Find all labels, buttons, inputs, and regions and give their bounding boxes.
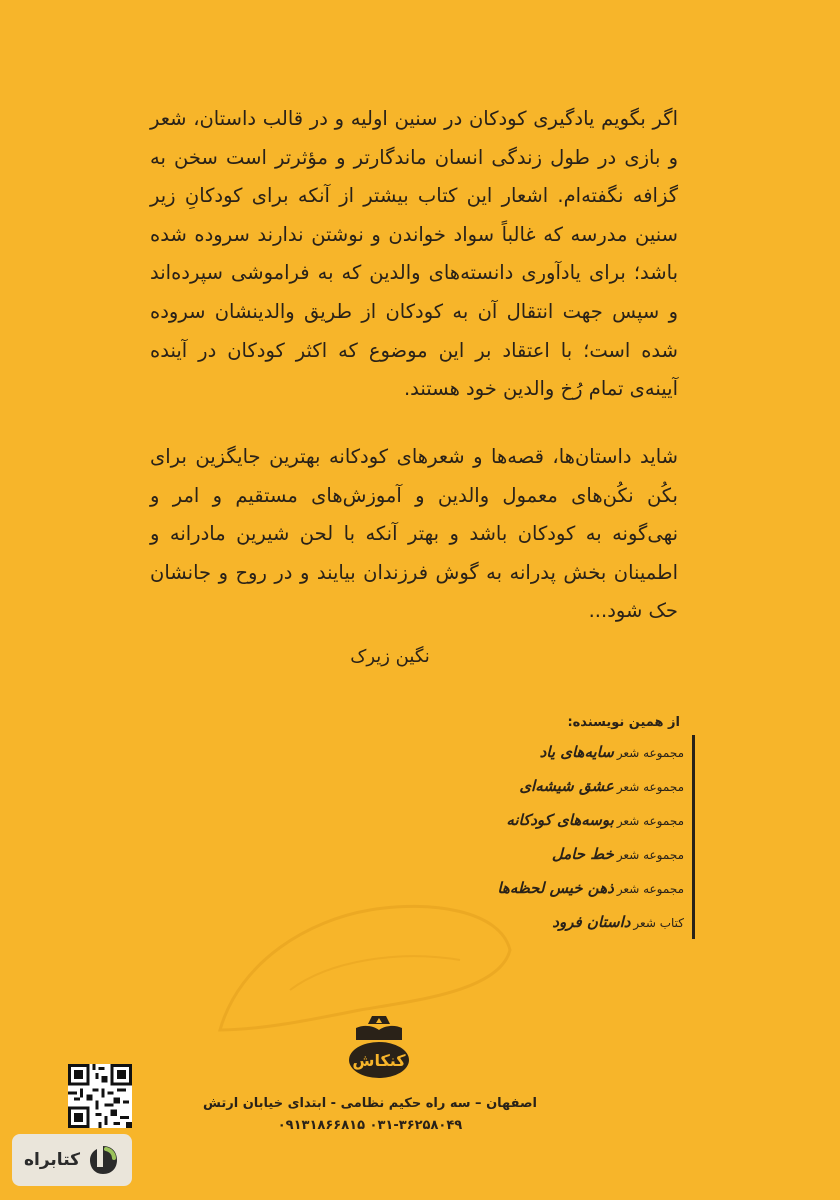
ketabrah-badge[interactable] [12,1134,132,1186]
book-title: داستان فرود [552,913,631,931]
book-prefix: مجموعه شعر [616,746,684,760]
book-item [384,803,684,837]
publisher-phones: ۰۹۱۳۱۸۶۶۸۱۵ ۰۳۱-۳۶۲۵۸۰۴۹ [277,1118,463,1133]
book-prefix: مجموعه شعر [616,882,684,896]
publisher-logo-text: کنکاش [352,1051,406,1070]
other-books-heading: از همین نویسنده: [567,715,680,730]
book-title: ذهن خیس لحظه‌ها [497,879,614,897]
book-title: عشق شیشه‌ای [519,777,614,795]
book-item [384,837,684,871]
ketabrah-logo-icon [86,1143,120,1177]
book-prefix: کتاب شعر [633,916,684,930]
author-signature: نگین زیرک [350,646,430,667]
publisher-address: اصفهان – سه راه حکیم نظامی - ابتدای خیابان ارتش [202,1096,538,1111]
second-paragraph-text: شاید داستان‌ها، قصه‌ها و شعرهای کودکانه بهترین جایگزین برای بکُن نکُن‌های معمول والدین و آموزش‌های مستقیم و امر و نهی‌گونه به کودکان باشد و بهتر آنکه با لحن شیرین مادرانه و اطمینان بخش پدرانه به گوش فرزندان بیایند و در روح و جانشان حک شود... [150,445,678,623]
book-title: بوسه‌های کودکانه [506,811,614,829]
publisher-logo [344,1012,414,1084]
other-books-list [384,735,695,939]
ketabrah-label: کتابراه [23,1150,81,1170]
book-title: خط حامل [551,845,614,863]
second-paragraph [150,438,678,631]
book-item [384,871,684,905]
intro-paragraph [150,100,678,409]
qr-code[interactable] [68,1064,132,1128]
book-prefix: مجموعه شعر [616,848,684,862]
book-item [384,769,684,803]
book-item [384,735,684,769]
book-prefix: مجموعه شعر [616,780,684,794]
intro-paragraph-text: اگر بگویم یادگیری کودکان در سنین اولیه و در قالب داستان، شعر و بازی در طول زندگی انسان ماندگارتر و مؤثرتر است سخن به گزافه نگفته‌ام. اشعار این کتاب بیشتر از آنکه برای کودکانِ زیر سنین مدرسه که غالباً سواد خواندن و نوشتن ندارند سروده شده باشد؛ برای یادآوری دانسته‌های والدین که به فراموشی سپرده‌اند و سپس جهت انتقال آن به کودکان از طریق والدینشان سروده شده است؛ با اعتقاد بر این موضوع که اکثر کودکان در آینده آیینه‌ی تمام رُخ والدین خود هستند. [150,107,678,401]
book-item [384,905,684,939]
book-title: سایه‌های یاد [539,743,614,761]
book-prefix: مجموعه شعر [616,814,684,828]
